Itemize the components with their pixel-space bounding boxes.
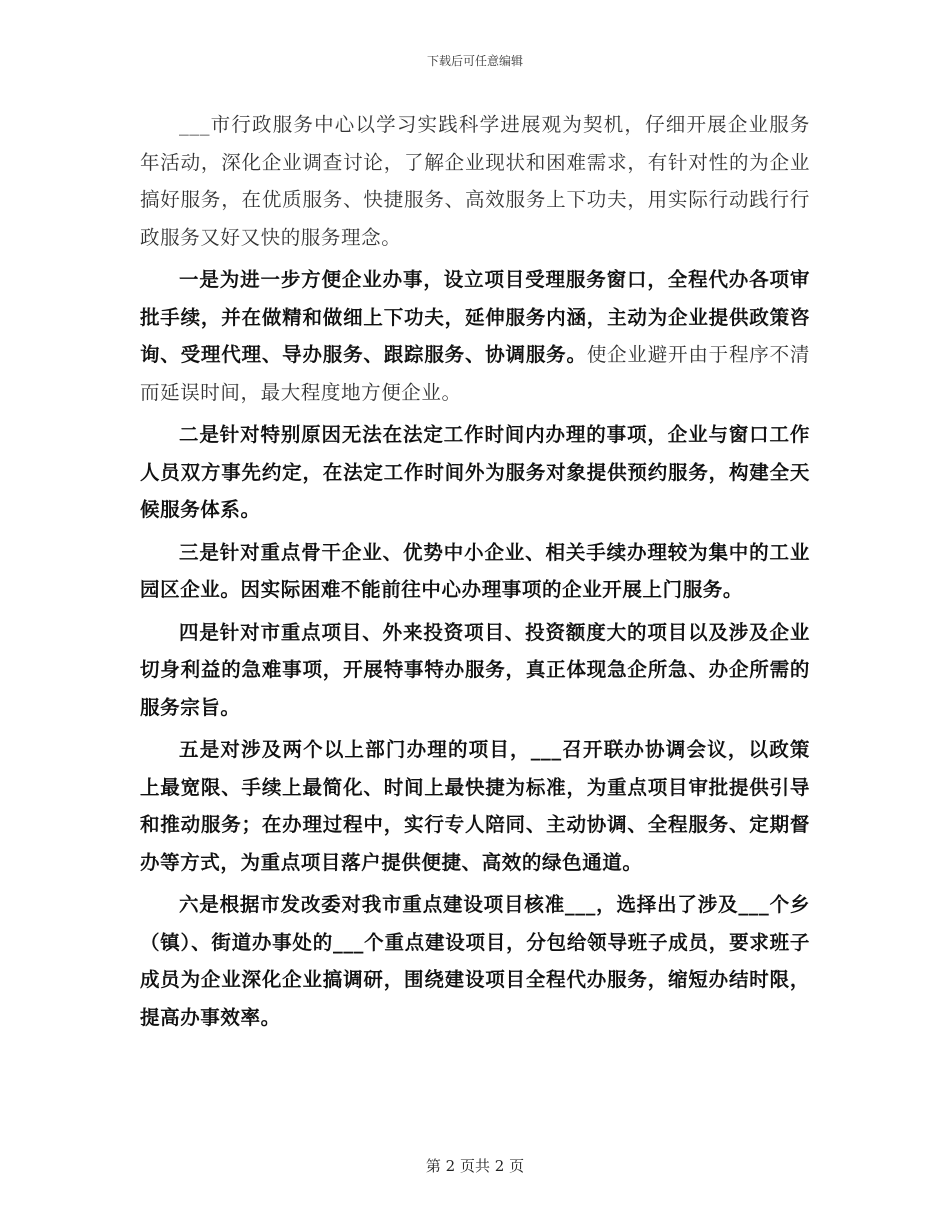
paragraph-item-1 xyxy=(140,261,810,411)
page-number: 第 2 页共 2 页 xyxy=(425,1157,525,1175)
paragraph-item-5: 五是对涉及两个以上部门办理的项目，___召开联办协调会议，以政策上最宽限、手续上最简化、时间上最快捷为标准，为重点项目审批提供引导和推动服务；在办理过程中，实行专人陪同、主动协调、全程服务、定期督办等方式，为重点项目落户提供便捷、高效的绿色通道。 xyxy=(140,738,810,874)
paragraph-item-6: 六是根据市发改委对我市重点建设项目核准___，选择出了涉及___个乡（镇）、街道办事处的___个重点建设项目，分包给领导班子成员，要求班子成员为企业深化企业搞调研，围绕建设项目全程代办服务，缩短办结时限，提高办事效率。 xyxy=(140,893,810,1029)
paragraph-item-2: 二是针对特别原因无法在法定工作时间内办理的事项，企业与窗口工作人员双方事先约定，在法定工作时间外为服务对象提供预约服务，构建全天候服务体系。 xyxy=(140,423,810,521)
page-header-note: 下载后可任意编辑 xyxy=(426,54,523,68)
paragraph-intro: ___市行政服务中心以学习实践科学进展观为契机，仔细开展企业服务年活动，深化企业调查讨论，了解企业现状和困难需求，有针对性的为企业搞好服务，在优质服务、快捷服务、高效服务上下功夫，用实际行动践行行政服务又好又快的服务理念。 xyxy=(140,113,810,249)
paragraph-item-3: 三是针对重点骨干企业、优势中小企业、相关手续办理较为集中的工业园区企业。因实际困难不能前往中心办理事项的企业开展上门服务。 xyxy=(140,540,810,601)
paragraph-item-4: 四是针对市重点项目、外来投资项目、投资额度大的项目以及涉及企业切身利益的急难事项，开展特事特办服务，真正体现急企所急、办企所需的服务宗旨。 xyxy=(140,620,810,719)
paragraph-item-1-normal: 使企业避开由于程序不清而延误时间，最大程度地方便企业。 xyxy=(140,343,811,404)
document-body xyxy=(140,106,810,1041)
paragraph-item-1-bold: 一是为进一步方便企业办事，设立项目受理服务窗口，全程代办各项审批手续，并在做精和做细上下功夫，延伸服务内涵，主动为企业提供政策咨询、受理代理、导办服务、跟踪服务、协调服务。 xyxy=(140,268,810,366)
